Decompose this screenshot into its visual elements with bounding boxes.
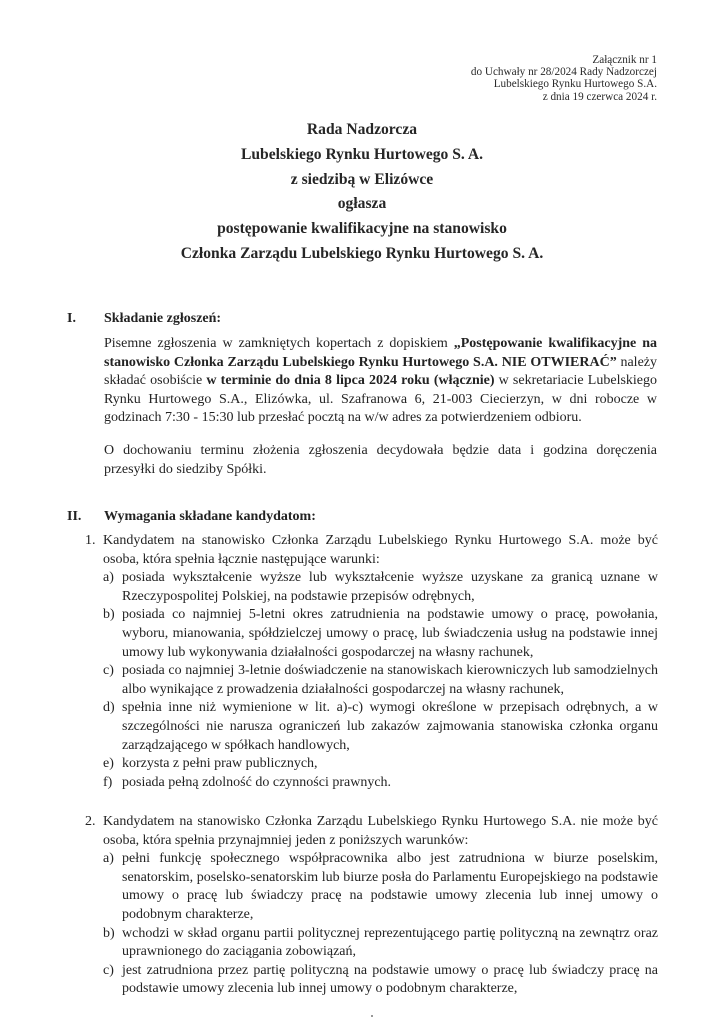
list-marker: 1. [85, 533, 96, 548]
sub-item [85, 962, 658, 999]
sub-marker: c) [103, 962, 114, 978]
section-heading-2 [67, 509, 316, 525]
section-1-paragraph-1 [104, 335, 657, 428]
list-item [85, 813, 658, 850]
annex-line: Załącznik nr 1 [592, 54, 657, 66]
sub-item [85, 774, 658, 793]
sub-item [85, 699, 658, 755]
bold-text: „Postępowanie kwalifikacyjne na stanowisko Członka Zarządu Lubelskiego Rynku Hurtowego S.A. NIE OTWIERAĆ” [104, 336, 657, 370]
sub-marker: b) [103, 925, 115, 941]
sub-item [85, 755, 658, 774]
sub-item-text: posiada pełną zdolność do czynności prawnych. [122, 774, 392, 790]
section-heading-1 [67, 311, 221, 327]
title-line: Rada Nadzorcza [306, 121, 418, 138]
sub-marker: f) [103, 774, 113, 790]
title-line: ogłasza [337, 195, 387, 213]
sub-item-text: wchodzi w skład organu partii politycznej reprezentującego partię polityczną na zewnątrz oraz uprawnionego do zaciągania zobowiązań, [122, 925, 658, 960]
sub-item [85, 606, 658, 662]
annex-line: do Uchwały nr 28/2024 Rady Nadzorczej [470, 66, 657, 79]
annex-line: Lubelskiego Rynku Hurtowego S.A. [493, 78, 657, 91]
title-line: z siedzibą w Elizówce [290, 170, 434, 188]
title-line: postępowanie kwalifikacyjne na stanowisko [217, 220, 507, 238]
title-line: Lubelskiego Rynku Hurtowego S. A. [240, 145, 484, 163]
title-line: Członka Zarządu Lubelskiego Rynku Hurtowego S. A. [180, 244, 544, 262]
sub-item [85, 850, 658, 924]
section-title: Wymagania składane kandydatom: [104, 509, 316, 524]
sub-item-text: korzysta z pełni praw publicznych, [122, 756, 318, 772]
text: O dochowaniu terminu złożenia zgłoszenia decydowała będzie data i godzina doręczenia przesyłki do siedziby Spółki. [104, 443, 657, 477]
sub-item-text: posiada co najmniej 3-letnie doświadczenie na stanowiskach kierowniczych lub samodzielnych albo wynikające z prowadzenia działalności gospodarczej na własny rachunek, [122, 663, 658, 697]
annex-line: z dnia 19 czerwca 2024 r. [542, 90, 657, 103]
sub-item [85, 925, 658, 962]
list-item-text: Kandydatem na stanowisko Członka Zarządu Lubelskiego Rynku Hurtowego S.A. nie może być osoba, która spełnia przynajmniej jeden z poniższych warunków: [103, 814, 658, 848]
requirements-list-2 [85, 813, 658, 999]
sub-marker: b) [103, 607, 115, 623]
list-item [85, 532, 658, 569]
text: Pisemne zgłoszenia w zamkniętych kopertach z dopiskiem [104, 336, 454, 351]
document-title [0, 118, 724, 267]
sub-item-text: spełnia inne niż wymienione w lit. a)-c) wymogi określone w przepisach odrębnych, a w szczególności nie narusza ograniczeń lub zakazów zajmowania stanowiska członka organu zarządzającego w spółkach handlowych, [122, 700, 658, 753]
sub-marker: a) [103, 570, 114, 586]
sub-item-text: posiada wykształcenie wyższe lub wykształcenie wyższe uzyskane za granicą uznane w Rzeczypospolitej Polskiej, na podstawie przepisów odrębnych, [122, 570, 658, 604]
sub-item-text: jest zatrudniona przez partię polityczną na podstawie umowy o pracę lub świadczy pracę na podstawie umowy zlecenia lub innej umowy o podobnym charakterze, [122, 962, 658, 997]
sub-item-text: pełni funkcję społecznego współpracownika albo jest zatrudniona w biurze poselskim, senatorskim, poselsko-senatorskim lub biurze posła do Parlamentu Europejskiego na podstawie umowy o pracę lub świadczy pracę na podstawie umowy zlecenia lub innej umowy o podobnym charakterze, [122, 851, 658, 922]
bold-text: w terminie do dnia 8 lipca 2024 roku (włącznie) [206, 373, 495, 389]
sub-item [85, 662, 658, 699]
section-1-paragraph-2 [104, 442, 657, 479]
section-number: I. [67, 311, 76, 326]
sub-marker: a) [103, 851, 114, 867]
sub-marker: e) [103, 756, 114, 772]
sub-item [85, 569, 658, 606]
annex-reference [297, 54, 657, 103]
sub-marker: c) [103, 663, 114, 679]
sub-item-text: posiada co najmniej 5-letni okres zatrudnienia na podstawie umowy o pracę, powołania, wyboru, mianowania, spółdzielczej umowy o pracę, lub świadczenia usług na podstawie innej umowy lub wykonywania działalności gospodarczej na własny rachunek, [122, 607, 658, 660]
list-item-text: Kandydatem na stanowisko Członka Zarządu Lubelskiego Rynku Hurtowego S.A. może być osoba, która spełnia łącznie następujące warunki: [103, 533, 658, 567]
text: należy składać osobiście [104, 354, 657, 389]
section-number: II. [67, 509, 82, 524]
section-title: Składanie zgłoszeń: [104, 311, 222, 326]
text: w sekretariacie Lubelskiego Rynku Hurtowego S.A., Elizówka, ul. Szafranowa 6, 21-003 Ciecierzyn, w dni robocze w godzinach 7:30 - 15:30 lub przesłać pocztą na w/w adres za potwierdzeniem odbioru. [104, 373, 658, 426]
sub-marker: d) [103, 700, 115, 716]
scan-speck [371, 1015, 373, 1017]
requirements-list-1 [85, 532, 658, 792]
list-marker: 2. [85, 814, 96, 829]
